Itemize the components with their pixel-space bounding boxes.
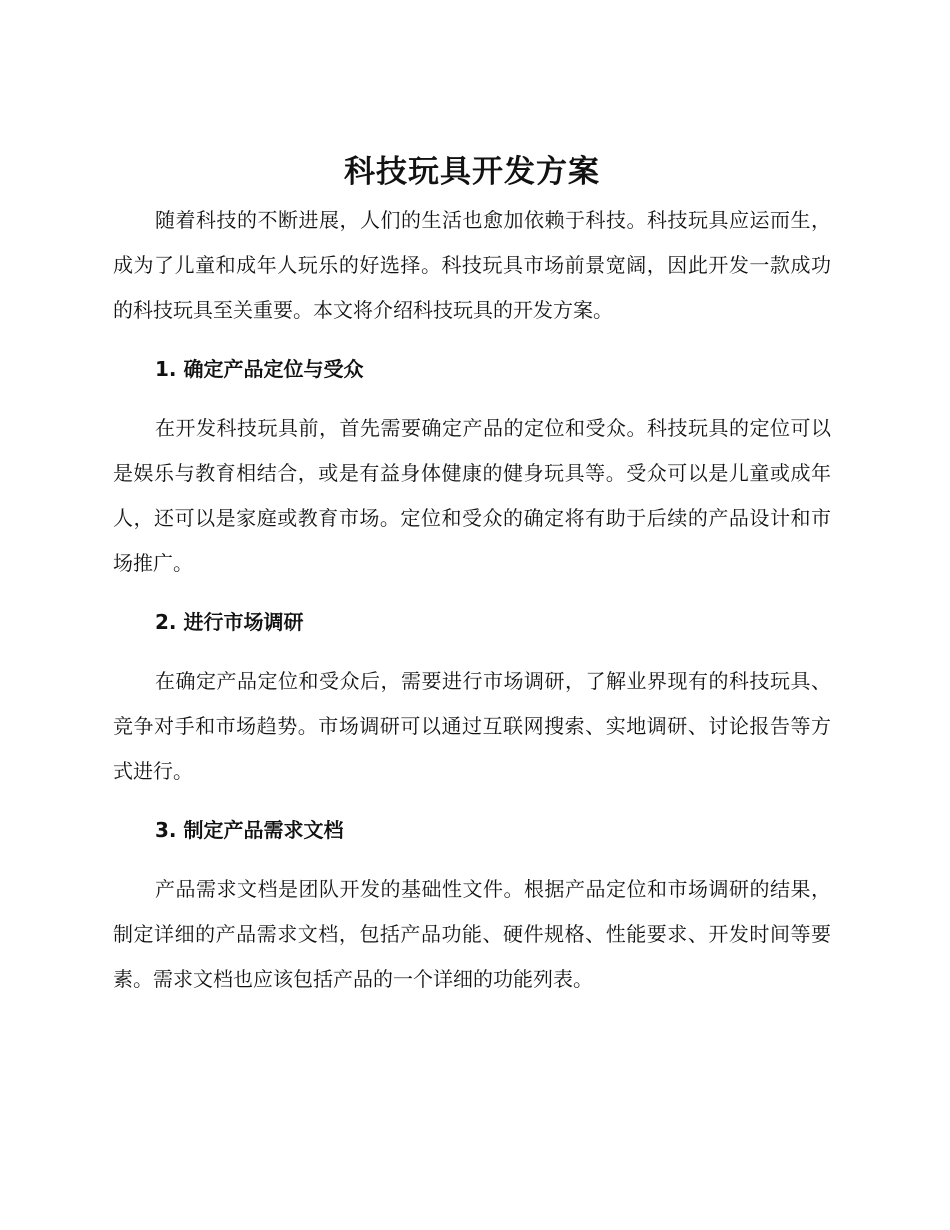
document-page bbox=[113, 150, 831, 1002]
intro-paragraph: 随着科技的不断进展，人们的生活也愈加依赖于科技。科技玩具应运而生，成为了儿童和成年人玩乐的好选择。科技玩具市场前景宽阔，因此开发一款成功的科技玩具至关重要。本文将介绍科技玩具的开发方案。 bbox=[113, 208, 831, 322]
section-body-2: 在确定产品定位和受众后，需要进行市场调研，了解业界现有的科技玩具、竞争对手和市场趋势。市场调研可以通过互联网搜索、实地调研、讨论报告等方式进行。 bbox=[113, 669, 831, 783]
section-body-1: 在开发科技玩具前，首先需要确定产品的定位和受众。科技玩具的定位可以是娱乐与教育相结合，或是有益身体健康的健身玩具等。受众可以是儿童或成年人，还可以是家庭或教育市场。定位和受众的确定将有助于后续的产品设计和市场推广。 bbox=[113, 416, 831, 575]
document-title: 科技玩具开发方案 bbox=[344, 154, 600, 190]
section-heading-3: 3. 制定产品需求文档 bbox=[155, 818, 344, 842]
section-heading-1: 1. 确定产品定位与受众 bbox=[155, 357, 364, 381]
section-heading-2: 2. 进行市场调研 bbox=[155, 610, 304, 634]
section-body-3: 产品需求文档是团队开发的基础性文件。根据产品定位和市场调研的结果，制定详细的产品需求文档，包括产品功能、硬件规格、性能要求、开发时间等要素。需求文档也应该包括产品的一个详细的功能列表。 bbox=[113, 877, 831, 991]
